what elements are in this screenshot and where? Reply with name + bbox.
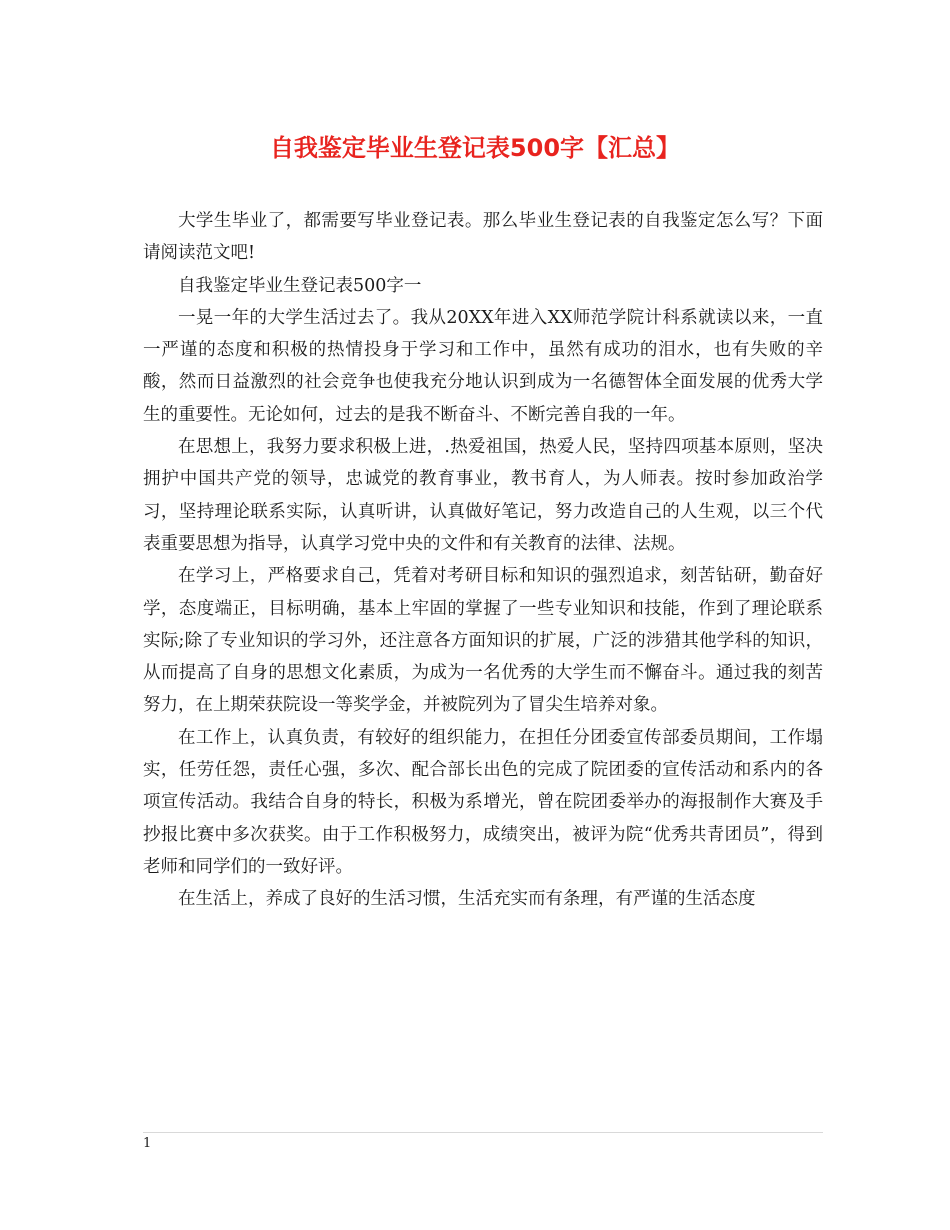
body-paragraph: 在思想上，我努力要求积极上进，.热爱祖国，热爱人民，坚持四项基本原则，坚决拥护中国共产党的领导，忠诚党的教育事业，教书育人，为人师表。按时参加政治学习，坚持理论联系实际，认真听讲，认真做好笔记，努力改造自己的人生观，以三个代表重要思想为指导，认真学习党中央的文件和有关教育的法律、法规。 [143,437,823,554]
body-paragraph: 在工作上，认真负责，有较好的组织能力，在担任分团委宣传部委员期间，工作塌实，任劳任怨，责任心强，多次、配合部长出色的完成了院团委的宣传活动和系内的各项宣传活动。我结合自身的特长，积极为系增光，曾在院团委举办的海报制作大赛及手抄报比赛中多次获奖。由于工作积极努力，成绩突出，被评为院“优秀共青团员”，得到老师和同学们的一致好评。 [143,727,823,877]
body-paragraph: 在学习上，严格要求自己，凭着对考研目标和知识的强烈追求，刻苦钻研，勤奋好学，态度端正，目标明确，基本上牢固的掌握了一些专业知识和技能，作到了理论联系实际;除了专业知识的学习外，还注意各方面知识的扩展，广泛的涉猎其他学科的知识，从而提高了自身的思想文化素质，为成为一名优秀的大学生而不懈奋斗。通过我的刻苦努力，在上期荣获院设一等奖学金，并被院列为了冒尖生培养对象。 [143,566,823,716]
document-title: 自我鉴定毕业生登记表500字【汇总】 [269,134,681,162]
section-heading: 自我鉴定毕业生登记表500字一 [178,275,422,296]
document-body [143,205,823,916]
footer-divider [143,1132,823,1133]
body-paragraph: 在生活上，养成了良好的生活习惯，生活充实而有条理，有严谨的生活态度 [178,889,756,910]
body-paragraph: 一晃一年的大学生活过去了。我从20XX年进入XX师范学院计科系就读以来，一直一严谨的态度和积极的热情投身于学习和工作中，虽然有成功的泪水，也有失败的辛酸，然而日益激烈的社会竞争也使我充分地认识到成为一名德智体全面发展的优秀大学生的重要性。无论如何，过去的是我不断奋斗、不断完善自我的一年。 [143,307,823,425]
page-number: 1 [143,1136,152,1151]
intro-paragraph: 大学生毕业了，都需要写毕业登记表。那么毕业生登记表的自我鉴定怎么写？下面请阅读范文吧! [143,211,823,264]
